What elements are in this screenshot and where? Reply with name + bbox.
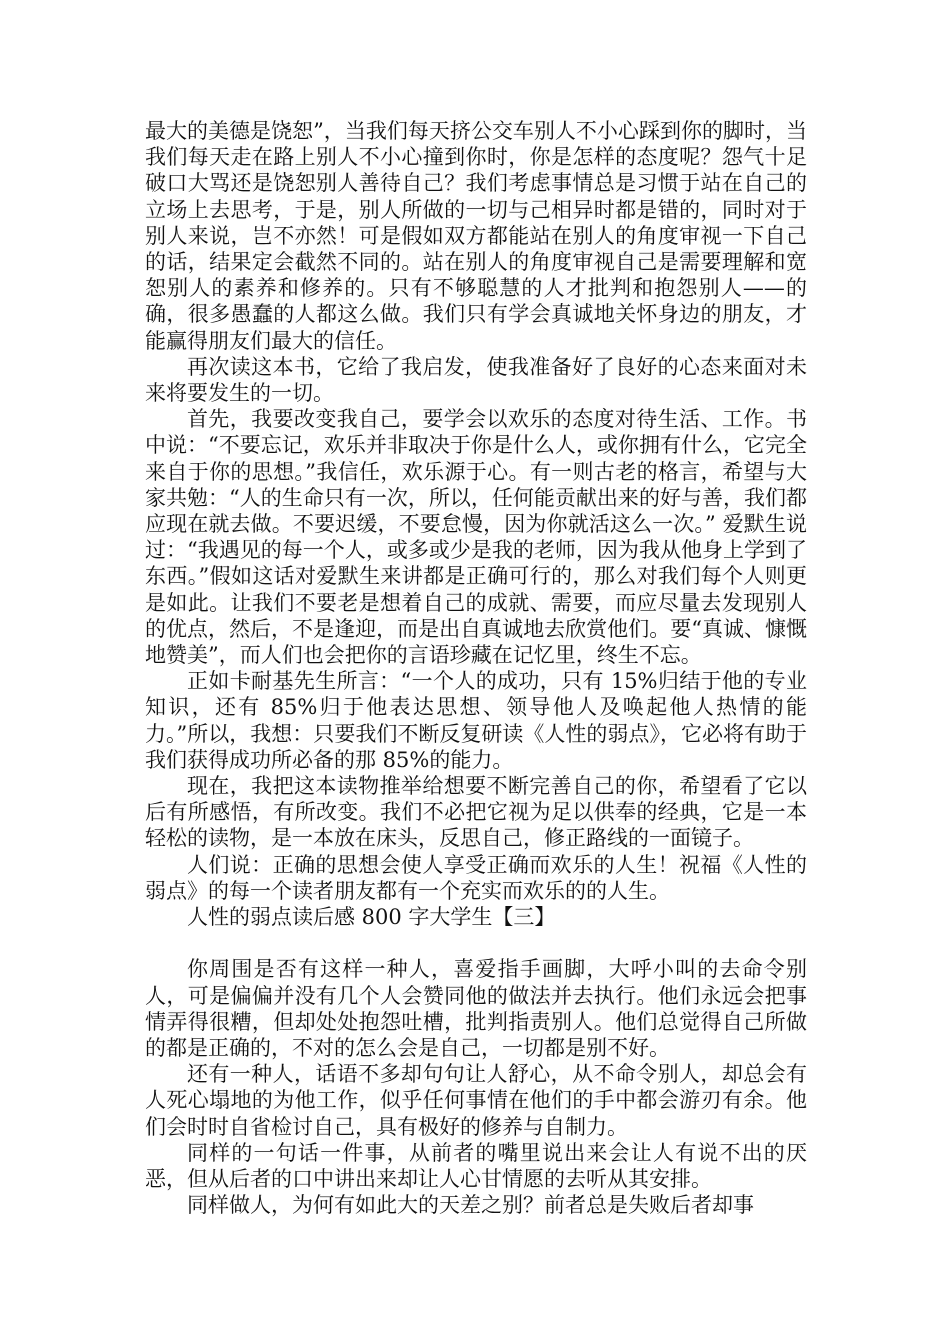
paragraph-8: 还有一种人，话语不多却句句让人舒心，从不命令别人，却总会有人死心塌地的为他工作，似乎任何事情在他们的手中都会游刃有余。他们会时时自省检讨自己，具有极好的修养与自制力。	[145, 1062, 807, 1139]
paragraph-10: 同样做人，为何有如此大的天差之别？前者总是失败后者却事	[187, 1193, 754, 1218]
section-heading: 人性的弱点读后感 800 字大学生【三】	[187, 905, 556, 930]
paragraph-9: 同样的一句话一件事，从前者的嘴里说出来会让人有说不出的厌恶，但从后者的口中讲出来却让人心甘情愿的去听从其安排。	[145, 1140, 807, 1191]
blank-line	[145, 930, 807, 956]
paragraph-2: 再次读这本书，它给了我启发，使我准备好了良好的心态来面对未来将要发生的一切。	[145, 354, 807, 406]
paragraph-4: 正如卡耐基先生所言：“一个人的成功，只有 15%归结于他的专业知识，还有 85%归于他表达思想、领导他人及唤起他人热情的能力。”所以，我想：只要我们不断反复研读《人性的弱点》，它必将有助于我们获得成功所必备的那 85%的能力。	[145, 669, 807, 772]
paragraph-5: 现在，我把这本读物推举给想要不断完善自己的你，希望看了它以后有所感悟，有所改变。我们不必把它视为足以供奉的经典，它是一本轻松的读物，是一本放在床头，反思自己，修正路线的一面镜子。	[145, 774, 807, 851]
paragraph-3: 首先，我要改变我自己，要学会以欢乐的态度对待生活、工作。书中说：“不要忘记，欢乐并非取决于你是什么人，或你拥有什么，它完全来自于你的思想。”我信任，欢乐源于心。有一则古老的格言，希望与大家共勉：“人的生命只有一次，所以，任何能贡献出来的好与善，我们都应现在就去做。不要迟缓，不要怠慢，因为你就活这么一次。” 爱默生说过：“我遇见的每一个人，或多或少是我的老师，因为我从他身上学到了东西。”假如这话对爱默生来讲都是正确可行的，那么对我们每个人则更是如此。让我们不要老是想着自己的成就、需要，而应尽量去发现别人的优点，然后，不是逢迎，而是出自真诚地去欣赏他们。要“真诚、慷慨地赞美”，而人们也会把你的言语珍藏在记忆里，终生不忘。	[145, 407, 807, 668]
paragraph-7: 你周围是否有这样一种人，喜爱指手画脚，大呼小叫的去命令别人，可是偏偏并没有几个人会赞同他的做法并去执行。他们永远会把事情弄得很糟，但却处处抱怨吐槽，批判指责别人。他们总觉得自己所做的都是正确的，不对的怎么会是自己，一切都是别不好。	[145, 957, 807, 1060]
document-page	[145, 118, 807, 1218]
paragraph-6: 人们说：正确的思想会使人享受正确而欢乐的人生！祝福《人性的弱点》的每一个读者朋友都有一个充实而欢乐的的人生。	[145, 852, 807, 903]
paragraph-1: 最大的美德是饶恕”，当我们每天挤公交车别人不小心踩到你的脚时，当我们每天走在路上别人不小心撞到你时，你是怎样的态度呢？怨气十足破口大骂还是饶恕别人善待自己？我们考虑事情总是习惯于站在自己的立场上去思考，于是，别人所做的一切与己相异时都是错的，同时对于别人来说，岂不亦然！可是假如双方都能站在别人的角度审视一下自己的话，结果定会截然不同的。站在别人的角度审视自己是需要理解和宽恕别人的素养和修养的。只有不够聪慧的人才批判和抱怨别人——的确，很多愚蠢的人都这么做。我们只有学会真诚地关怀身边的朋友，才能赢得朋友们最大的信任。	[145, 119, 807, 353]
